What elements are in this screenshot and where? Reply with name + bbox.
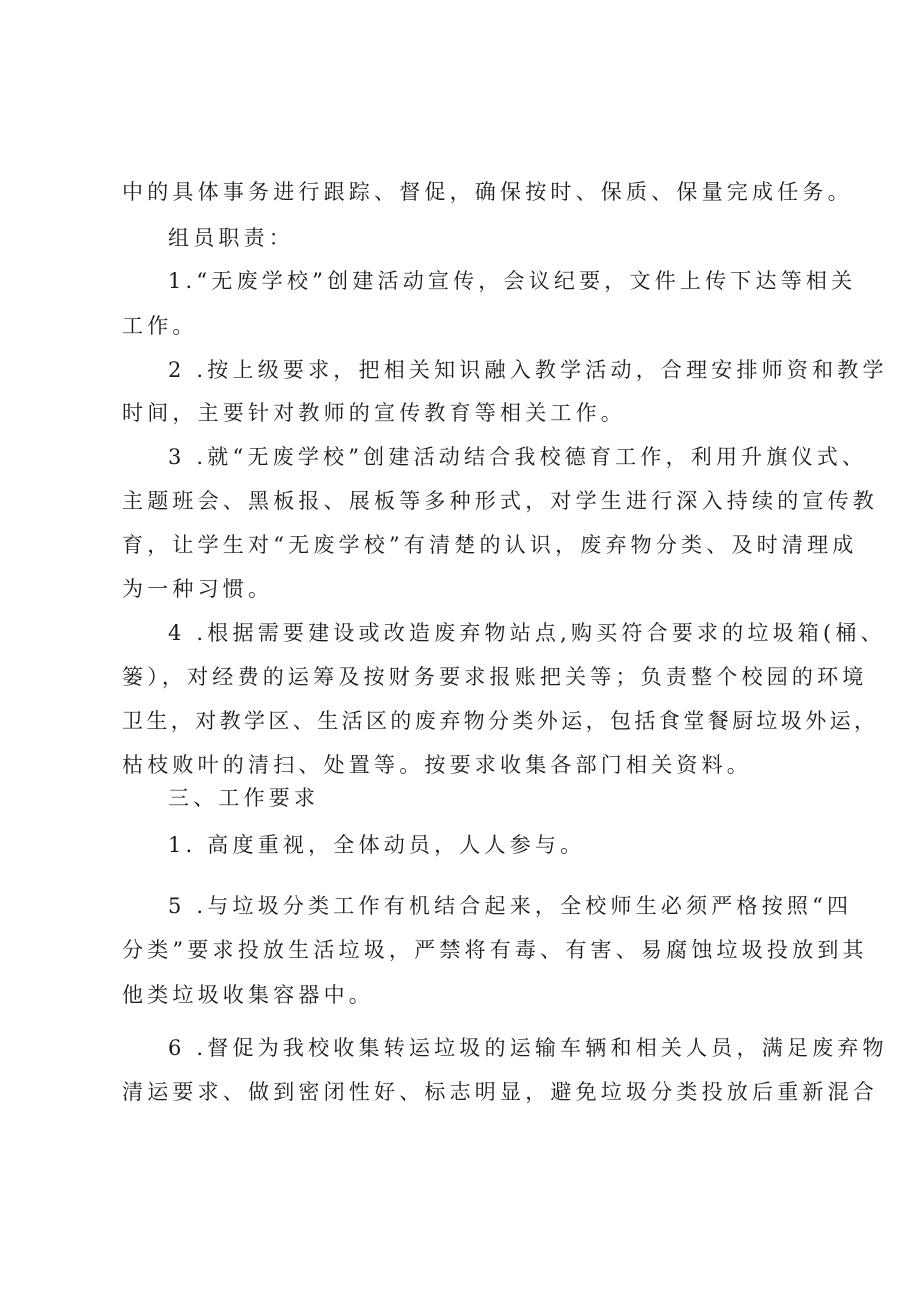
- text-line: 枯枝败叶的清扫、处置等。按要求收集各部门相关资料。: [122, 753, 752, 777]
- text-line: 2 .按上级要求，把相关知识融入教学活动，合理安排师资和教学: [168, 358, 888, 382]
- text-line: 1.“无废学校”创建活动宣传，会议纪要，文件上传下达等相关: [168, 269, 857, 293]
- text-line: 他类垃圾收集容器中。: [122, 983, 374, 1007]
- text-line: 分类”要求投放生活垃圾，严禁将有毒、有害、易腐蚀垃圾投放到其: [122, 938, 868, 962]
- text-line: 3 .就“无废学校”创建活动结合我校德育工作，利用升旗仪式、: [168, 445, 868, 469]
- section-heading: 三、工作要求: [168, 786, 320, 810]
- text-line: 篓），对经费的运筹及按财务要求报账把关等；负责整个校园的环境: [122, 665, 868, 689]
- text-line: 主题班会、黑板报、展板等多种形式，对学生进行深入持续的宣传教: [122, 489, 878, 513]
- text-line: 5 .与垃圾分类工作有机结合起来，全校师生必须严格按照“四: [168, 894, 853, 918]
- text-line: 育，让学生对“无废学校”有清楚的认识，废弃物分类、及时清理成: [122, 533, 858, 557]
- text-line: 6 .督促为我校收集转运垃圾的运输车辆和相关人员，满足废弃物: [168, 1036, 888, 1060]
- text-line: 1. 高度重视，全体动员，人人参与。: [168, 833, 586, 857]
- text-line: 清运要求、做到密闭性好、标志明显，避免垃圾分类投放后重新混合: [122, 1080, 878, 1104]
- text-line: 4 .根据需要建设或改造废弃物站点,购买符合要求的垃圾箱(桶、: [168, 621, 886, 645]
- text-line: 为一种习惯。: [122, 577, 274, 601]
- text-line: 卫生，对教学区、生活区的废弃物分类外运，包括食堂餐厨垃圾外运，: [122, 709, 879, 733]
- section-label-members: 组员职责：: [168, 226, 294, 250]
- text-line: 工作。: [122, 314, 198, 338]
- text-line: 中的具体事务进行跟踪、督促，确保按时、保质、保量完成任务。: [122, 180, 853, 204]
- text-line: 时间，主要针对教师的宣传教育等相关工作。: [122, 401, 626, 425]
